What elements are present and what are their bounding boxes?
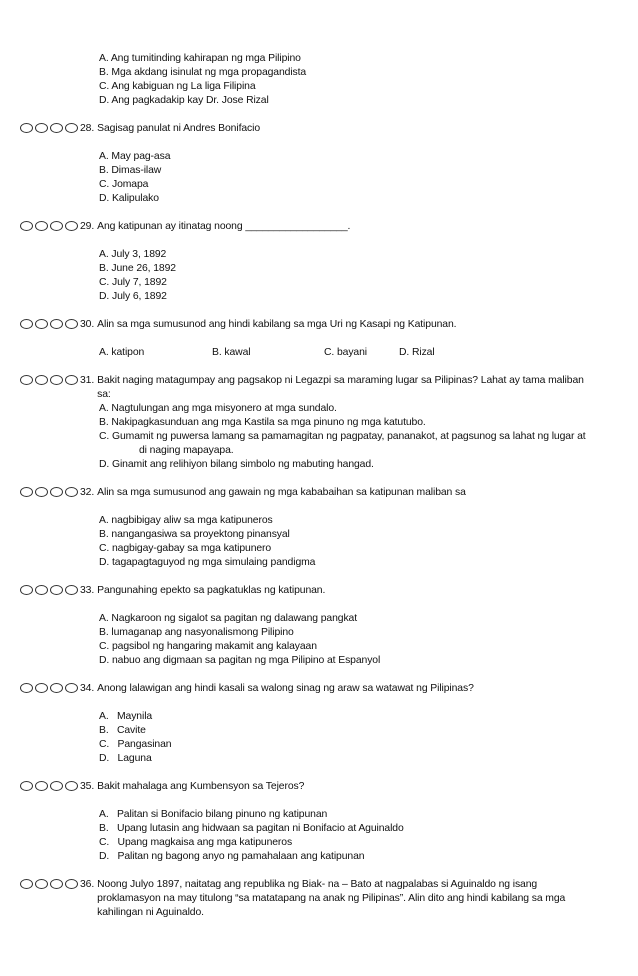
bubble[interactable] bbox=[65, 585, 78, 595]
bubble[interactable] bbox=[50, 781, 63, 791]
option-a: A. July 3, 1892 bbox=[99, 249, 167, 260]
option-d: D. Rizal bbox=[399, 347, 435, 358]
option-d: D. tagapagtaguyod ng mga simulaing pandigma bbox=[99, 557, 316, 568]
bubble[interactable] bbox=[50, 221, 63, 231]
option-d: D. Ginamit ang relihiyon bilang simbolo ng mabuting hangad. bbox=[99, 459, 374, 470]
answer-bubbles[interactable] bbox=[20, 375, 78, 385]
option-a: A. Ang tumitinding kahirapan ng mga Pilipino bbox=[99, 53, 301, 64]
option-c: C. nagbigay-gabay sa mga katipunero bbox=[99, 543, 272, 554]
bubble[interactable] bbox=[20, 221, 33, 231]
bubble[interactable] bbox=[20, 487, 33, 497]
option-c: C. pagsibol ng hangaring makamit ang kalayaan bbox=[99, 641, 317, 652]
option-a: A. Nagtulungan ang mga misyonero at mga sundalo. bbox=[99, 403, 337, 414]
bubble[interactable] bbox=[35, 683, 48, 693]
option-a: A. May pag-asa bbox=[99, 151, 171, 162]
bubble[interactable] bbox=[50, 585, 63, 595]
bubble[interactable] bbox=[50, 123, 63, 133]
bubble[interactable] bbox=[35, 221, 48, 231]
bubble[interactable] bbox=[20, 879, 33, 889]
option-d: D. nabuo ang digmaan sa pagitan ng mga Pilipino at Espanyol bbox=[99, 655, 381, 666]
bubble[interactable] bbox=[50, 487, 63, 497]
bubble[interactable] bbox=[20, 781, 33, 791]
answer-bubbles[interactable] bbox=[20, 221, 78, 231]
question-28 bbox=[20, 122, 620, 206]
option-a: A. Palitan si Bonifacio bilang pinuno ng katipunan bbox=[99, 809, 328, 820]
question-stem: Anong lalawigan ang hindi kasali sa walong sinag ng araw sa watawat ng Pilipinas? bbox=[97, 683, 474, 694]
bubble[interactable] bbox=[35, 781, 48, 791]
question-number: 32. bbox=[80, 487, 95, 498]
option-c: C. Ang kabiguan ng La liga Filipina bbox=[99, 81, 256, 92]
option-c: C. July 7, 1892 bbox=[99, 277, 167, 288]
option-b: B. Mga akdang isinulat ng mga propagandista bbox=[99, 67, 307, 78]
bubble[interactable] bbox=[20, 375, 33, 385]
question-36 bbox=[20, 878, 620, 920]
question-number: 36. bbox=[80, 879, 95, 890]
option-c: C. Upang magkaisa ang mga katipuneros bbox=[99, 837, 293, 848]
question-number: 35. bbox=[80, 781, 95, 792]
option-b: B. kawal bbox=[212, 347, 251, 358]
question-27-options bbox=[20, 52, 620, 108]
bubble[interactable] bbox=[50, 375, 63, 385]
bubble[interactable] bbox=[65, 487, 78, 497]
question-stem: Alin sa mga sumusunod ang hindi kabilang sa mga Uri ng Kasapi ng Katipunan. bbox=[97, 319, 457, 330]
option-b: B. Dimas-ilaw bbox=[99, 165, 162, 176]
bubble[interactable] bbox=[65, 683, 78, 693]
option-c: C. bayani bbox=[324, 347, 367, 358]
question-stem: Ang katipunan ay itinatag noong __________________. bbox=[97, 221, 351, 232]
option-b: B. June 26, 1892 bbox=[99, 263, 176, 274]
question-35 bbox=[20, 780, 620, 864]
option-b: B. lumaganap ang nasyonalismong Pilipino bbox=[99, 627, 294, 638]
option-d: D. Laguna bbox=[99, 753, 152, 764]
bubble[interactable] bbox=[65, 123, 78, 133]
option-c-continued: di naging mapayapa. bbox=[139, 445, 234, 456]
question-31 bbox=[20, 374, 620, 472]
answer-bubbles[interactable] bbox=[20, 585, 78, 595]
answer-bubbles[interactable] bbox=[20, 683, 78, 693]
question-number: 29. bbox=[80, 221, 95, 232]
bubble[interactable] bbox=[50, 879, 63, 889]
bubble[interactable] bbox=[35, 319, 48, 329]
bubble[interactable] bbox=[20, 123, 33, 133]
question-stem: Bakit mahalaga ang Kumbensyon sa Tejeros? bbox=[97, 781, 305, 792]
bubble[interactable] bbox=[20, 319, 33, 329]
bubble[interactable] bbox=[65, 879, 78, 889]
question-number: 30. bbox=[80, 319, 95, 330]
option-d: D. July 6, 1892 bbox=[99, 291, 167, 302]
question-number: 28. bbox=[80, 123, 95, 134]
option-a: A. nagbibigay aliw sa mga katipuneros bbox=[99, 515, 273, 526]
option-c: C. Pangasinan bbox=[99, 739, 172, 750]
option-d: D. Kalipulako bbox=[99, 193, 159, 204]
answer-bubbles[interactable] bbox=[20, 781, 78, 791]
question-number: 31. bbox=[80, 375, 95, 386]
option-c: C. Jomapa bbox=[99, 179, 149, 190]
bubble[interactable] bbox=[20, 585, 33, 595]
question-29 bbox=[20, 220, 620, 304]
question-stem: Bakit naging matagumpay ang pagsakop ni Legazpi sa maraming lugar sa Pilipinas? Lahat ay tama maliban sa: bbox=[97, 375, 584, 400]
question-stem: Pangunahing epekto sa pagkatuklas ng katipunan. bbox=[97, 585, 326, 596]
bubble[interactable] bbox=[50, 683, 63, 693]
option-d: D. Palitan ng bagong anyo ng pamahalaan ang katipunan bbox=[99, 851, 365, 862]
bubble[interactable] bbox=[50, 319, 63, 329]
option-d: D. Ang pagkadakip kay Dr. Jose Rizal bbox=[99, 95, 269, 106]
bubble[interactable] bbox=[35, 487, 48, 497]
bubble[interactable] bbox=[35, 123, 48, 133]
question-33 bbox=[20, 584, 620, 668]
question-32 bbox=[20, 486, 620, 570]
option-b: B. Upang lutasin ang hidwaan sa pagitan ni Bonifacio at Aguinaldo bbox=[99, 823, 404, 834]
question-stem: Sagisag panulat ni Andres Bonifacio bbox=[97, 123, 261, 134]
question-number: 33. bbox=[80, 585, 95, 596]
answer-bubbles[interactable] bbox=[20, 879, 78, 889]
answer-bubbles[interactable] bbox=[20, 487, 78, 497]
question-stem: Noong Julyo 1897, naitatag ang republika ng Biak- na – Bato at nagpalabas si Aguinaldo ng isang proklamasyon na may titulong “sa matatapang na anak ng Pilipinas”. Alin dito ang hindi kabilang sa mga kahilingan ni Aguinaldo. bbox=[97, 879, 566, 918]
bubble[interactable] bbox=[65, 221, 78, 231]
bubble[interactable] bbox=[65, 781, 78, 791]
bubble[interactable] bbox=[65, 319, 78, 329]
option-b: B. nangangasiwa sa proyektong pinansyal bbox=[99, 529, 290, 540]
option-b: B. Nakipagkasunduan ang mga Kastila sa mga pinuno ng mga katutubo. bbox=[99, 417, 426, 428]
option-c: C. Gumamit ng puwersa lamang sa pamamagitan ng pagpatay, pananakot, at pagsunog sa lahat ng lugar at bbox=[99, 431, 586, 442]
answer-bubbles[interactable] bbox=[20, 319, 78, 329]
answer-bubbles[interactable] bbox=[20, 123, 78, 133]
option-a: A. Nagkaroon ng sigalot sa pagitan ng dalawang pangkat bbox=[99, 613, 358, 624]
bubble[interactable] bbox=[35, 585, 48, 595]
question-stem: Alin sa mga sumusunod ang gawain ng mga kababaihan sa katipunan maliban sa bbox=[97, 487, 466, 498]
option-a: A. Maynila bbox=[99, 711, 153, 722]
bubble[interactable] bbox=[65, 375, 78, 385]
option-a: A. katipon bbox=[99, 347, 145, 358]
question-number: 34. bbox=[80, 683, 95, 694]
option-b: B. Cavite bbox=[99, 725, 146, 736]
question-30 bbox=[20, 318, 620, 360]
bubble[interactable] bbox=[35, 879, 48, 889]
bubble[interactable] bbox=[35, 375, 48, 385]
question-34 bbox=[20, 682, 620, 766]
bubble[interactable] bbox=[20, 683, 33, 693]
